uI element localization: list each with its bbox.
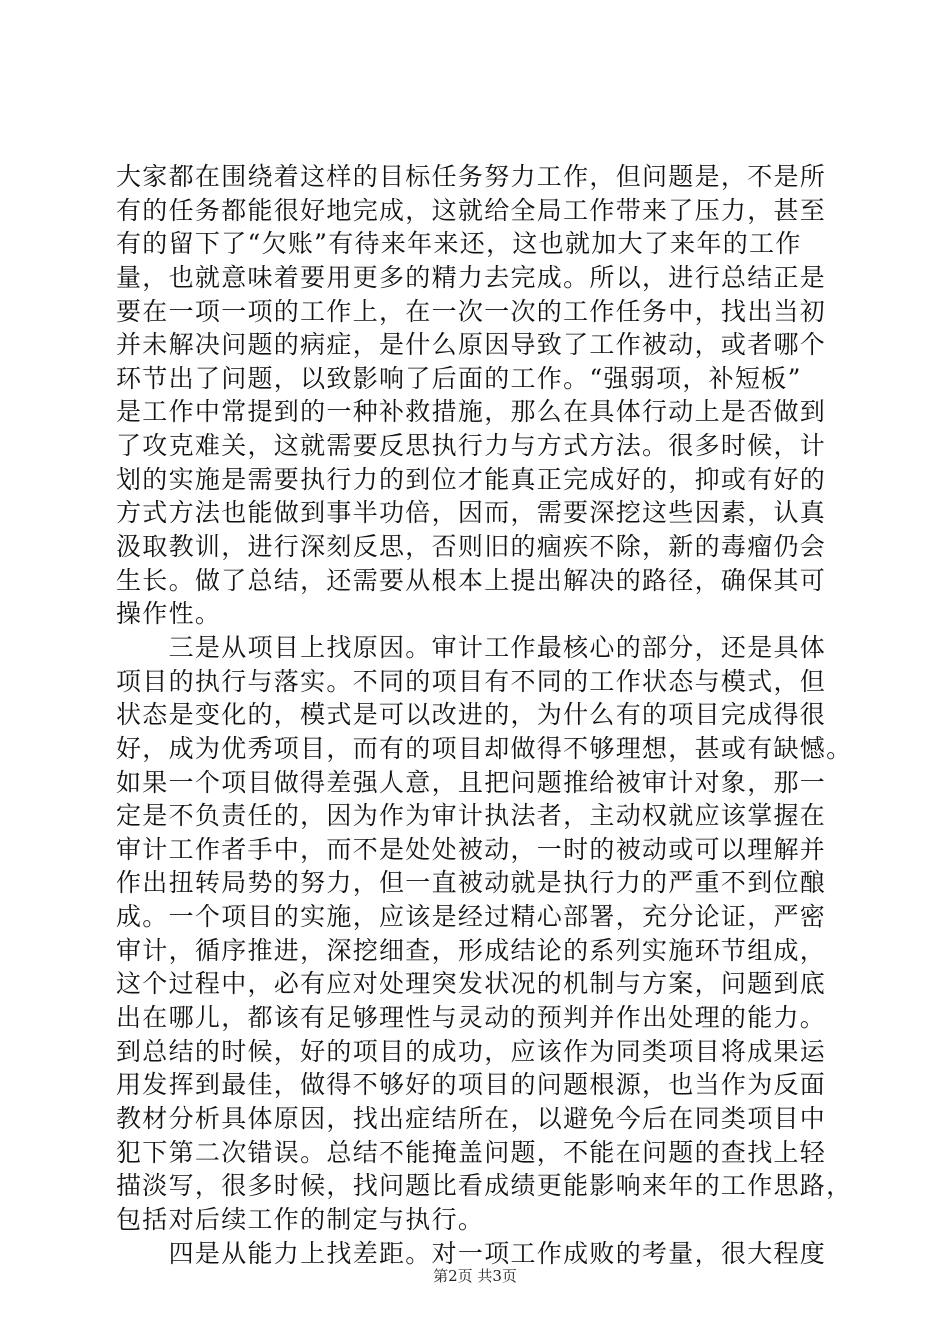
text-line: 到总结的时候，好的项目的成功，应该作为同类项目将成果运 bbox=[116, 1036, 827, 1066]
page-footer: 第2页 共3页 bbox=[433, 1267, 517, 1285]
text-line: 用发挥到最佳，做得不够好的项目的问题根源，也当作为反面 bbox=[116, 1070, 827, 1100]
text-line: 如果一个项目做得差强人意，且把问题推给被审计对象，那一 bbox=[116, 767, 827, 797]
body-text bbox=[116, 160, 853, 1270]
text-line: 了攻克难关，这就需要反思执行力与方式方法。很多时候，计 bbox=[116, 431, 827, 461]
text-line: 三是从项目上找原因。审计工作最核心的部分，还是具体 bbox=[116, 632, 827, 662]
text-line: 划的实施是需要执行力的到位才能真正完成好的，抑或有好的 bbox=[116, 464, 827, 494]
text-line: 汲取教训，进行深刻反思，否则旧的痼疾不除，新的毒瘤仍会 bbox=[116, 532, 827, 562]
text-line: 包括对后续工作的制定与执行。 bbox=[116, 1204, 485, 1234]
text-line: 要在一项一项的工作上，在一次一次的工作任务中，找出当初 bbox=[116, 296, 827, 326]
text-line: 方式方法也能做到事半功倍，因而，需要深挖这些因素，认真 bbox=[116, 498, 827, 528]
text-line: 生长。做了总结，还需要从根本上提出解决的路径，确保其可 bbox=[116, 565, 827, 595]
text-line: 好，成为优秀项目，而有的项目却做得不够理想，甚或有缺憾。 bbox=[116, 733, 853, 763]
text-line: 大家都在围绕着这样的目标任务努力工作，但问题是，不是所 bbox=[116, 162, 827, 191]
text-line: 出在哪儿，都该有足够理性与灵动的预判并作出处理的能力。 bbox=[116, 1003, 827, 1033]
text-line: 环节出了问题，以致影响了后面的工作。“强弱项，补短板” bbox=[116, 363, 802, 393]
text-line: 项目的执行与落实。不同的项目有不同的工作状态与模式，但 bbox=[116, 666, 827, 696]
text-line: 状态是变化的，模式是可以改进的，为什么有的项目完成得很 bbox=[116, 700, 827, 730]
text-line: 四是从能力上找差距。对一项工作成败的考量，很大程度 bbox=[116, 1238, 827, 1268]
text-line: 定是不负责任的，因为作为审计执法者，主动权就应该掌握在 bbox=[116, 801, 827, 831]
text-line: 量，也就意味着要用更多的精力去完成。所以，进行总结正是 bbox=[116, 262, 827, 292]
text-line: 成。一个项目的实施，应该是经过精心部署，充分论证，严密 bbox=[116, 902, 827, 932]
text-line: 作出扭转局势的努力，但一直被动就是执行力的严重不到位酿 bbox=[116, 868, 827, 898]
text-line: 是工作中常提到的一种补救措施，那么在具体行动上是否做到 bbox=[116, 397, 827, 427]
text-line: 有的任务都能很好地完成，这就给全局工作带来了压力，甚至 bbox=[116, 195, 827, 225]
text-line: 这个过程中，必有应对处理突发状况的机制与方案，问题到底 bbox=[116, 969, 827, 999]
text-line: 有的留下了“欠账”有待来年来还，这也就加大了来年的工作 bbox=[116, 229, 802, 259]
text-line: 并未解决问题的病症，是什么原因导致了工作被动，或者哪个 bbox=[116, 330, 827, 360]
text-line: 审计工作者手中，而不是处处被动，一时的被动或可以理解并 bbox=[116, 834, 827, 864]
text-line: 描淡写，很多时候，找问题比看成绩更能影响来年的工作思路， bbox=[116, 1171, 853, 1201]
text-line: 教材分析具体原因，找出症结所在，以避免今后在同类项目中 bbox=[116, 1103, 827, 1133]
text-line: 犯下第二次错误。总结不能掩盖问题，不能在问题的查找上轻 bbox=[116, 1137, 827, 1167]
text-line: 操作性。 bbox=[116, 599, 222, 629]
text-line: 审计，循序推进，深挖细查，形成结论的系列实施环节组成， bbox=[116, 935, 827, 965]
